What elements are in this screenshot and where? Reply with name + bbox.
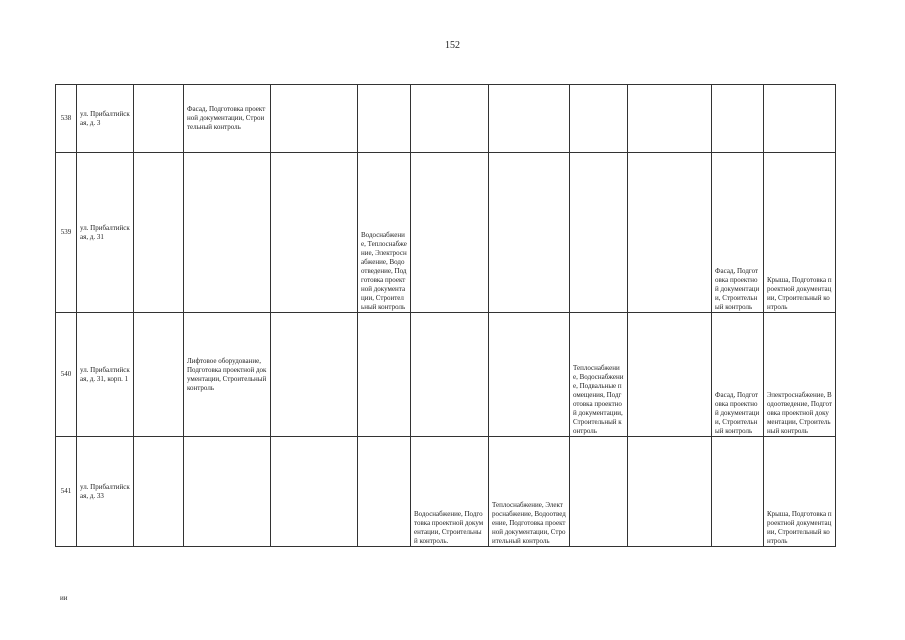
- work-cell: [712, 437, 764, 547]
- work-cell: [134, 437, 184, 547]
- work-cell: [489, 85, 570, 153]
- work-cell: Фасад, Подготовка проектной документации, Строительный контроль: [712, 313, 764, 437]
- work-cell: [489, 153, 570, 313]
- work-cell: Крыша, Подготовка проектной документации, Строительный контроль: [764, 153, 836, 313]
- work-cell: [184, 153, 271, 313]
- table-row: [56, 85, 836, 153]
- row-number: 538: [56, 85, 77, 153]
- work-cell: [764, 85, 836, 153]
- work-cell: [358, 313, 411, 437]
- work-cell: Теплоснабжение, Водоснабжение, Подвальные помещения, Подготовка проектной документации, Строительный контроль: [570, 313, 628, 437]
- work-cell: [134, 85, 184, 153]
- work-cell: Водоснабжение, Теплоснабжение, Электроснабжение, Водоотведение, Подготовка проектной документации, Строительный контроль: [358, 153, 411, 313]
- work-cell: [628, 437, 712, 547]
- work-cell: [134, 153, 184, 313]
- work-cell: [712, 85, 764, 153]
- work-cell: [134, 313, 184, 437]
- work-cell: [184, 437, 271, 547]
- row-number: 540: [56, 313, 77, 437]
- work-cell: [411, 153, 489, 313]
- work-cell: [271, 313, 358, 437]
- work-cell: [570, 85, 628, 153]
- address-cell: ул. Прибалтийская, д. 31, корп. 1: [77, 313, 134, 437]
- row-number: 541: [56, 437, 77, 547]
- work-cell: Крыша, Подготовка проектной документации, Строительный контроль: [764, 437, 836, 547]
- work-cell: Теплоснабжение, Электроснабжение, Водоотведение, Подготовка проектной документации, Строительный контроль: [489, 437, 570, 547]
- work-cell: [489, 313, 570, 437]
- work-cell: [411, 85, 489, 153]
- work-cell: [271, 85, 358, 153]
- work-cell: Электроснабжение, Водоотведение, Подготовка проектной документации, Строительный контроль: [764, 313, 836, 437]
- work-cell: Фасад, Подготовка проектной документации, Строительный контроль: [712, 153, 764, 313]
- repair-schedule-table: [55, 84, 836, 547]
- work-cell: [358, 85, 411, 153]
- work-cell: [628, 313, 712, 437]
- work-cell: [358, 437, 411, 547]
- work-cell: [271, 153, 358, 313]
- work-cell: Фасад, Подготовка проектной документации, Строительный контроль: [184, 85, 271, 153]
- address-cell: ул. Прибалтийская, д. 31: [77, 153, 134, 313]
- work-cell: [570, 153, 628, 313]
- address-cell: ул. Прибалтийская, д. 33: [77, 437, 134, 547]
- table-row: [56, 313, 836, 437]
- work-cell: [570, 437, 628, 547]
- work-cell: [628, 85, 712, 153]
- row-number: 539: [56, 153, 77, 313]
- work-cell: [628, 153, 712, 313]
- work-cell: [271, 437, 358, 547]
- work-cell: [411, 313, 489, 437]
- work-cell: Водоснабжение, Подготовка проектной документации, Строительный контроль.: [411, 437, 489, 547]
- footer-mark: ии: [60, 594, 68, 602]
- address-cell: ул. Прибалтийская, д. 3: [77, 85, 134, 153]
- work-cell: Лифтовое оборудование, Подготовка проектной документации, Строительный контроль: [184, 313, 271, 437]
- page-number: 152: [445, 40, 460, 51]
- table-row: [56, 437, 836, 547]
- table-row: [56, 153, 836, 313]
